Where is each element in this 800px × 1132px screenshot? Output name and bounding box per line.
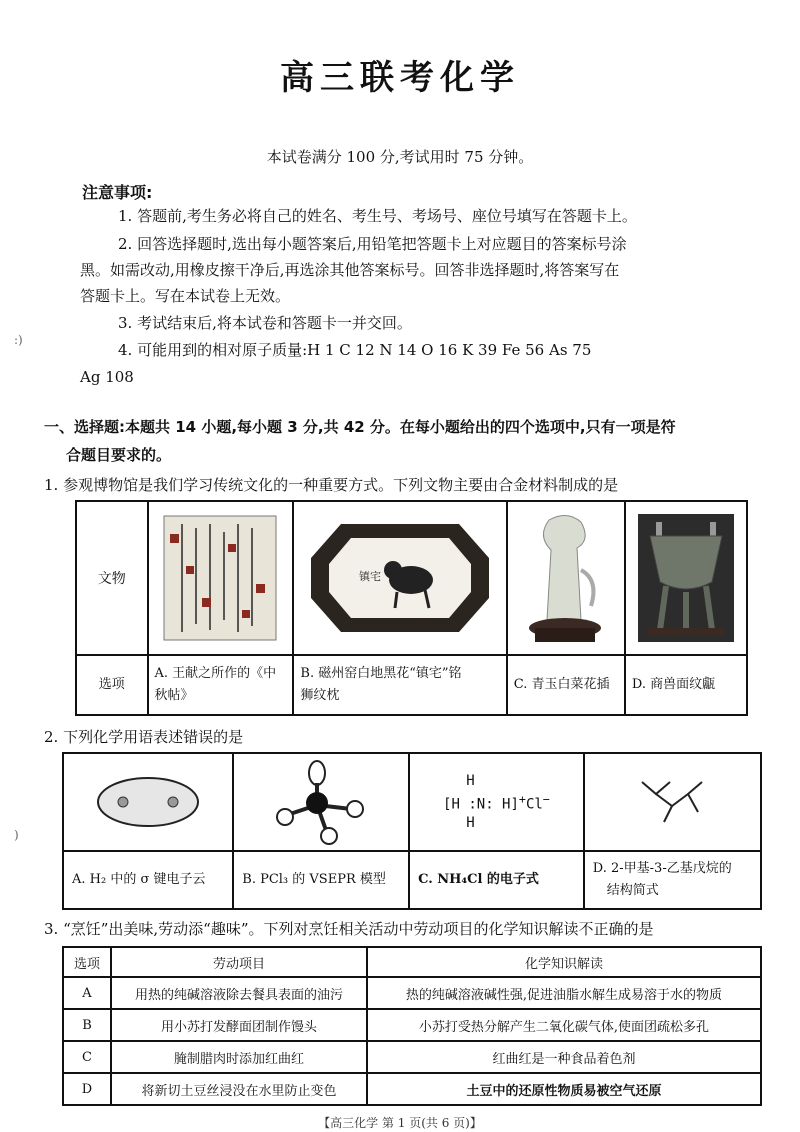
notice-heading: 注意事项:	[82, 183, 153, 202]
pcl3-vsepr-figure	[233, 753, 409, 851]
q2-option-a: A. H₂ 中的 σ 键电子云	[63, 851, 233, 909]
q1-option-a	[148, 655, 294, 715]
question-2-table	[62, 752, 762, 910]
q1-option-b-line2: 狮纹枕	[300, 688, 340, 703]
table-row	[63, 1073, 761, 1105]
q3-row-b-option: B	[63, 1009, 111, 1041]
formula-h-bottom: H	[466, 814, 475, 831]
nh4cl-electron-formula-figure	[409, 753, 584, 851]
q3-row-c-explanation: 红曲红是一种食品着色剂	[367, 1041, 761, 1073]
notice-line-4: 答题卡上。写在本试卷上无效。	[80, 287, 291, 305]
question-1-stem: 1. 参观博物馆是我们学习传统文化的一种重要方式。下列文物主要由合金材料制成的是	[44, 476, 619, 494]
formula-left: [H :	[443, 796, 477, 813]
question-2-stem: 2. 下列化学用语表述错误的是	[44, 728, 244, 746]
notice-line-2: 2. 回答选择题时,选出每小题答案后,用铅笔把答题卡上对应题目的答案标号涂	[118, 235, 627, 253]
q2-option-d	[584, 851, 761, 909]
formula-right: : H]	[485, 796, 519, 813]
question-3-table	[62, 946, 762, 1106]
question-3-stem: 3. “烹饪”出美味,劳动添“趣味”。下列对烹饪相关活动中劳动项目的化学知识解读不正确的是	[44, 920, 654, 938]
page-title: 高三联考化学	[280, 58, 520, 98]
q3-header-activity: 劳动项目	[111, 947, 367, 977]
q3-header-explanation: 化学知识解读	[367, 947, 761, 977]
jade-cabbage-vase-icon	[521, 510, 611, 646]
calligraphy-scroll-icon	[162, 514, 278, 642]
section-heading-cont: 合题目要求的。	[66, 446, 172, 464]
q1-option-b	[293, 655, 506, 715]
vsepr-model-icon	[271, 759, 371, 845]
formula-h-top: H	[466, 773, 475, 790]
q3-row-a-activity: 用热的纯碱溶液除去餐具表面的油污	[111, 977, 367, 1009]
row-label-option: 选项	[76, 655, 148, 715]
question-1-table	[75, 500, 748, 716]
margin-mark: :)	[14, 333, 23, 347]
skeletal-formula-figure	[584, 753, 761, 851]
sigma-bond-cloud-icon	[93, 772, 203, 832]
electron-dot-formula	[410, 772, 583, 832]
formula-cl: Cl	[525, 796, 543, 813]
margin-mark: )	[14, 828, 19, 842]
exam-subtitle: 本试卷满分 100 分,考试用时 75 分钟。	[266, 148, 534, 166]
porcelain-pillow-icon	[307, 518, 493, 638]
notice-line-7: Ag 108	[80, 368, 134, 386]
q3-row-d-option: D	[63, 1073, 111, 1105]
q3-row-a-option: A	[63, 977, 111, 1009]
q2-option-c: C. NH₄Cl 的电子式	[409, 851, 584, 909]
section-heading: 一、选择题:本题共 14 小题,每小题 3 分,共 42 分。在每小题给出的四个选项中,只有一项是符	[44, 418, 676, 436]
q3-row-c-option: C	[63, 1041, 111, 1073]
q3-row-d-activity: 将新切土豆丝浸没在水里防止变色	[111, 1073, 367, 1105]
q2-option-d-line2: 结构简式	[606, 883, 659, 898]
q1-option-d-line1: D. 商兽面纹甗	[631, 677, 716, 692]
formula-n: N	[476, 796, 486, 813]
q3-row-c-activity: 腌制腊肉时添加红曲红	[111, 1041, 367, 1073]
page-footer: 【高三化学 第 1 页(共 6 页)】	[318, 1116, 482, 1130]
artifact-pillow-image	[293, 501, 506, 655]
table-row	[63, 1041, 761, 1073]
q1-option-c-line1: C. 青玉白菜花插	[513, 677, 610, 692]
notice-line-6: 4. 可能用到的相对原子质量:H 1 C 12 N 14 O 16 K 39 Fe 56 As 75	[118, 341, 592, 359]
q1-option-b-line1: B. 磁州窑白地黑花“镇宅”铭	[300, 666, 462, 681]
q3-row-b-explanation: 小苏打受热分解产生二氧化碳气体,使面团疏松多孔	[367, 1009, 761, 1041]
q1-option-a-line2: 秋帖》	[154, 688, 194, 703]
q1-option-c	[507, 655, 625, 715]
notice-line-5: 3. 考试结束后,将本试卷和答题卡一并交回。	[118, 314, 412, 332]
table-row	[63, 1009, 761, 1041]
q2-option-b: B. PCl₃ 的 VSEPR 模型	[233, 851, 409, 909]
pillow-inscription: 镇宅	[359, 570, 382, 583]
q2-option-d-line1: D. 2-甲基-3-乙基戊烷的	[592, 861, 732, 876]
notice-line-3: 黑。如需改动,用橡皮擦干净后,再选涂其他答案标号。回答非选择题时,将答案写在	[80, 261, 620, 279]
row-label-artifact: 文物	[76, 501, 148, 655]
artifact-jade-image	[507, 501, 625, 655]
skeletal-structure-icon	[632, 772, 712, 832]
notice-line-1: 1. 答题前,考生务必将自己的姓名、考生号、考场号、座位号填写在答题卡上。	[118, 207, 637, 225]
table-row	[63, 977, 761, 1009]
artifact-bronze-image	[625, 501, 747, 655]
q3-row-a-explanation: 热的纯碱溶液碱性强,促进油脂水解生成易溶于水的物质	[367, 977, 761, 1009]
q1-option-d	[625, 655, 747, 715]
bronze-yan-vessel-icon	[636, 512, 736, 644]
q3-row-b-activity: 用小苏打发酵面团制作馒头	[111, 1009, 367, 1041]
formula-cl-charge: −	[542, 792, 550, 807]
q3-header-option: 选项	[63, 947, 111, 977]
h2-electron-cloud-figure	[63, 753, 233, 851]
artifact-calligraphy-image	[148, 501, 294, 655]
q1-option-a-line1: A. 王献之所作的《中	[154, 666, 277, 681]
formula-charge: +	[518, 792, 526, 807]
q3-row-d-explanation: 土豆中的还原性物质易被空气还原	[367, 1073, 761, 1105]
